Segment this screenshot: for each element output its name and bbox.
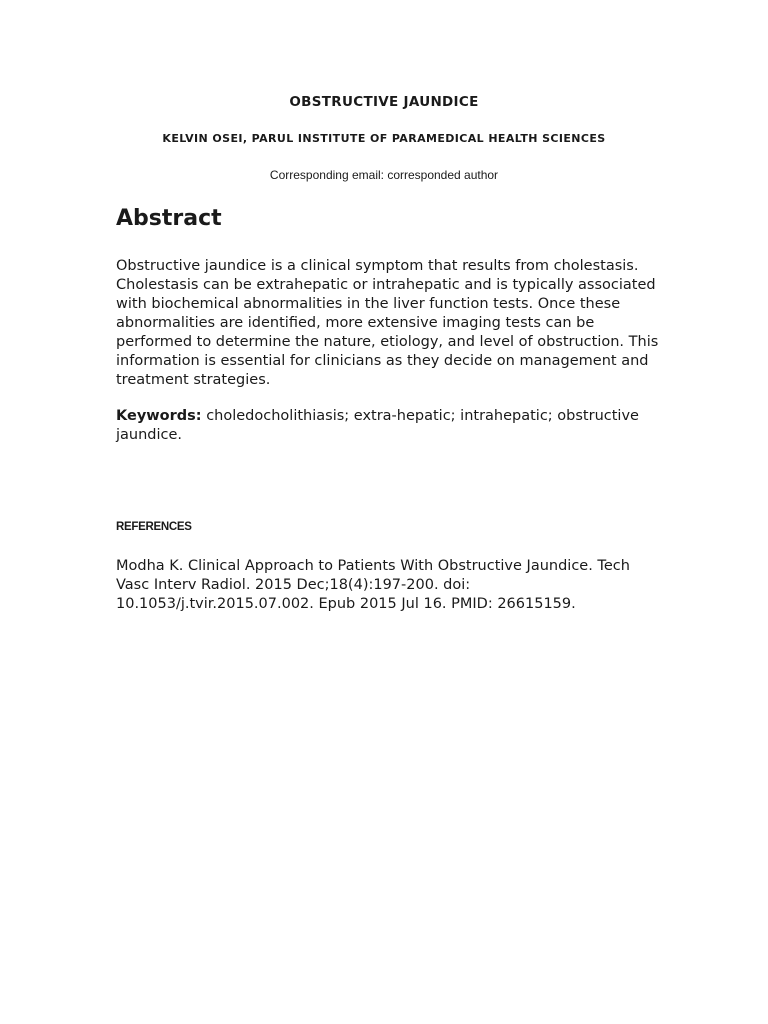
keywords-paragraph <box>116 407 661 445</box>
keywords-label: Keywords: <box>116 408 202 424</box>
abstract-heading: Abstract <box>116 206 222 231</box>
reference-item: Modha K. Clinical Approach to Patients With Obstructive Jaundice. Tech Vasc Interv Radiol. 2015 Dec;18(4):197-200. doi: 10.1053/j.tvir.2015.07.002. Epub 2015 Jul 16. PMID: 26615159. <box>116 558 630 612</box>
keywords-text: choledocholithiasis; extra-hepatic; intrahepatic; obstructive jaundice. <box>116 408 639 443</box>
paper-title: OBSTRUCTIVE JAUNDICE <box>289 94 479 110</box>
corresponding-email: Corresponding email: corresponded author <box>269 168 499 182</box>
references-heading: REFERENCES <box>116 521 192 533</box>
abstract-text: Obstructive jaundice is a clinical symptom that results from cholestasis. Cholestasis can be extrahepatic or intrahepatic and is typically associated with biochemical abnormalities in the liver function tests. Once these abnormalities are identified, more extensive imaging tests can be performed to determine the nature, etiology, and level of obstruction. This information is essential for clinicians as they decide on management and treatment strategies. <box>116 258 659 388</box>
author-affiliation: KELVIN OSEI, PARUL INSTITUTE OF PARAMEDICAL HEALTH SCIENCES <box>162 132 606 145</box>
